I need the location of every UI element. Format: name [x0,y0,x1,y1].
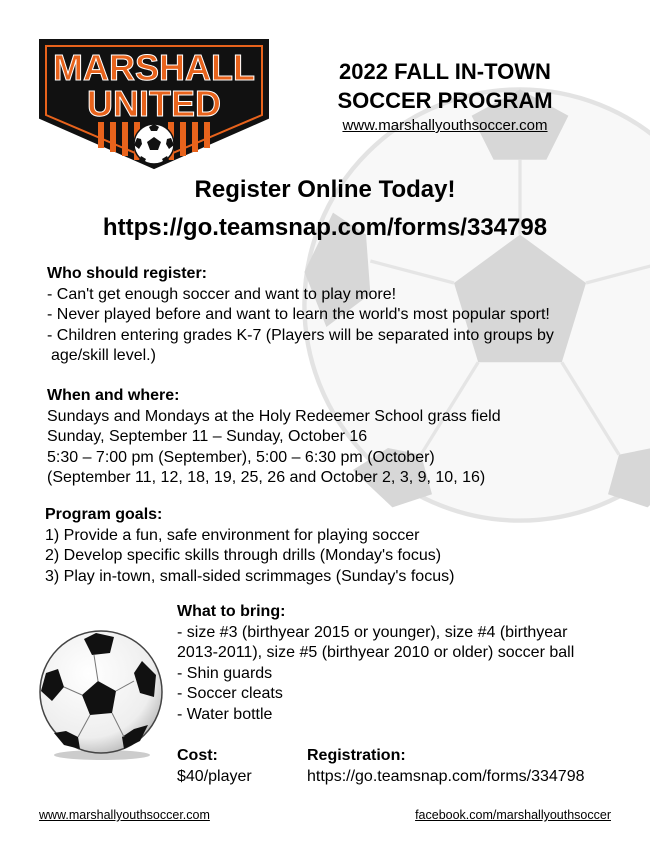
goals-heading: Program goals: [45,506,163,523]
register-headline: Register Online Today! [194,176,456,203]
when-line: (September 11, 12, 18, 19, 25, 26 and October 2, 3, 9, 10, 16) [47,469,486,486]
bring-section [177,602,574,725]
who-section [47,264,554,367]
goals-line: 2) Develop specific skills through drills (Monday's focus) [45,547,442,564]
logo-text-line1: MARSHALL [53,47,255,88]
who-line: age/skill level.) [51,347,156,364]
cost-value: $40/player [177,767,252,785]
bring-line: - size #3 (birthyear 2015 or younger), size #4 (birthyear [177,623,568,641]
register-url-link[interactable]: https://go.teamsnap.com/forms/334798 [102,214,548,241]
who-heading: Who should register: [47,265,207,282]
who-line: - Never played before and want to learn the world's most popular sport! [47,306,550,323]
who-line: - Can't get enough soccer and want to play more! [47,285,397,303]
soccer-ball-icon [36,629,166,761]
goals-section [45,505,454,587]
cost-section [177,746,252,787]
logo-text-line2: UNITED [87,83,221,124]
registration-heading: Registration: [307,747,406,764]
footer-website-link[interactable]: www.marshallyouthsoccer.com [39,808,210,822]
who-line: - Children entering grades K-7 (Players will be separated into groups by [47,326,554,344]
when-section [47,386,501,489]
program-title-line1: 2022 FALL IN-TOWN [339,59,551,84]
program-title-line2: SOCCER PROGRAM [337,88,553,113]
goals-line: 1) Provide a fun, safe environment for playing soccer [45,526,420,544]
footer-facebook-link[interactable]: facebook.com/marshallyouthsoccer [415,808,611,822]
header-website-link[interactable]: www.marshallyouthsoccer.com [342,117,548,134]
goals-line: 3) Play in-town, small-sided scrimmages (Sunday's focus) [45,567,455,585]
bring-line: - Water bottle [177,705,273,723]
cost-heading: Cost: [177,747,218,764]
program-title [300,57,590,115]
bring-line: 2013-2011), size #5 (birthyear 2010 or older) soccer ball [177,644,575,661]
registration-url-link[interactable]: https://go.teamsnap.com/forms/334798 [307,767,585,785]
when-heading: When and where: [47,387,180,404]
bring-heading: What to bring: [177,603,286,620]
marshall-united-logo [38,38,270,170]
when-line: 5:30 – 7:00 pm (September), 5:00 – 6:30 pm (October) [47,448,435,466]
bring-line: - Shin guards [177,664,273,682]
registration-section [307,746,584,787]
when-line: Sundays and Mondays at the Holy Redeemer School grass field [47,407,501,425]
bring-line: - Soccer cleats [177,685,283,702]
when-line: Sunday, September 11 – Sunday, October 16 [47,428,368,445]
